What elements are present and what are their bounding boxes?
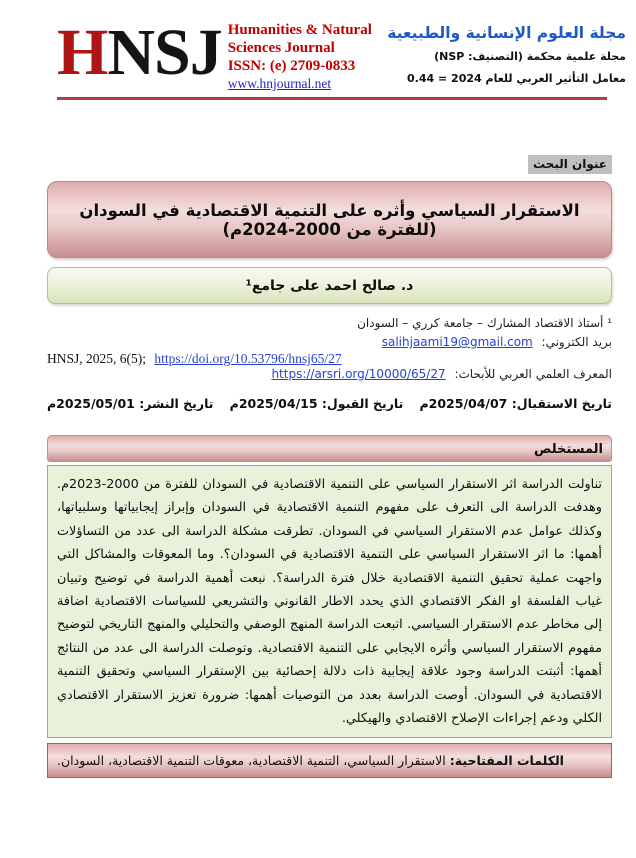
arabic-research-id-label: المعرف العلمي العربي للأبحاث: — [454, 367, 612, 381]
journal-name-arabic-block — [387, 18, 626, 85]
received-date: تاريخ الاستقبال: 2025/04/07م — [419, 396, 612, 411]
citation-reference: HNSJ, 2025, 6(5); — [47, 351, 147, 366]
keywords-label: الكلمات المفتاحية: — [449, 753, 564, 769]
journal-name-line1: Humanities & Natural — [227, 22, 372, 38]
doi-link[interactable]: https://doi.org/10.53796/hnsj65/27 — [154, 351, 342, 366]
keywords-text: الاستقرار السياسي، التنمية الاقتصادية، معوقات التنمية الاقتصادية، السودان. — [57, 753, 446, 769]
journal-name-arabic: مجلة العلوم الإنسانية والطبيعية — [387, 24, 626, 42]
citation-line — [47, 351, 612, 367]
header-divider-rule — [57, 97, 607, 100]
arabic-research-id-line — [47, 367, 612, 381]
accepted-date: تاريخ القبول: 2025/04/15م — [229, 396, 404, 411]
journal-name-line2: Sciences Journal — [227, 40, 335, 56]
research-title-label: عنوان البحث — [528, 155, 612, 174]
keywords-bar — [47, 743, 612, 778]
published-date: تاريخ النشر: 2025/05/01م — [47, 396, 214, 411]
author-email-line — [47, 335, 612, 349]
paper-title-bar — [47, 181, 612, 258]
paper-title: الاستقرار السياسي وأثره على التنمية الاقتصادية في السودان (للفترة من 2000-2024م) — [79, 200, 580, 239]
journal-name-english-block — [228, 21, 372, 93]
journal-logo — [57, 18, 222, 88]
abstract-text-box: تناولت الدراسة اثر الاستقرار السياسي على التنمية الاقتصادية في السودان للفترة من 2000-2023م. وهدفت الدراسة الى التعرف على مفهوم التنمية الاقتصادية في السودان وإبراز إيجابياتها وسلبياتها، وكذلك عوامل عدم الاستقرار السياسي في السودان. تطرقت مشكلة الدراسة الى عدد من التساؤلات أهمها: ما اثر الاستقرار السياسي على التنمية الاقتصادية في السودان؟. وما المعوقات والمشاكل التي واجهت عملية تحقيق التنمية الاقتصادية خلال فترة الدراسة؟. نبعت أهمية الدراسة في توضيح وتبيان غياب الفلسفة او الفكر الاقتصادي الذي يحدد الاطار القانوني والتشريعي للسياسات الاقتصادية اضافة إلى مخاطر عدم الاستقرار السياسي. اتبعت الدراسة المنهج الوصفي والتحليلي والمنهج التاريخي لتوضيح مفهوم الاستقرار السياسي وأثره الايجابي على التنمية الاقتصادية. وتوصلت الدراسة الى عدد من النتائج أهمها: أثبتت الدراسة وجود علاقة إيجابية ذات دلالة إحصائية بين الإستقرار السياسي وتحقيق التنمية الاقتصادية في السودان. أوصت الدراسة بعدد من التوصيات أهمها: ضرورة تعزيز الاستقرار الاقتصادي الكلي ودعم إجراءات الإصلاح الاقتصادي والهيكلي. — [47, 465, 612, 738]
journal-masthead — [0, 0, 636, 93]
logo-letter-h: H — [57, 16, 108, 89]
abstract-heading-bar: المستخلص — [47, 435, 612, 462]
author-bar — [47, 267, 612, 304]
logo-letters-nsj: NSJ — [107, 16, 222, 89]
journal-issn: ISSN: (e) 2709-0833 — [227, 58, 356, 74]
dates-row — [47, 396, 612, 411]
journal-classification: مجلة علمية محكمة (التصنيف: NSP) — [434, 50, 626, 63]
email-label: بريد الكتروني: — [541, 335, 612, 349]
impact-factor: معامل التأثير العربي للعام 2024 = 0.44 — [407, 72, 626, 85]
author-email-link[interactable]: salihjaami19@gmail.com — [381, 335, 533, 349]
author-name: د. صالح احمد على جامع¹ — [245, 277, 414, 294]
arabic-research-id-link[interactable]: https://arsri.org/10000/65/27 — [271, 367, 446, 381]
author-affiliation: ¹ أستاذ الاقتصاد المشارك – جامعة كرري – السودان — [357, 316, 612, 330]
journal-website-link[interactable]: www.hnjournal.net — [227, 76, 332, 91]
title-label-row — [0, 153, 612, 174]
